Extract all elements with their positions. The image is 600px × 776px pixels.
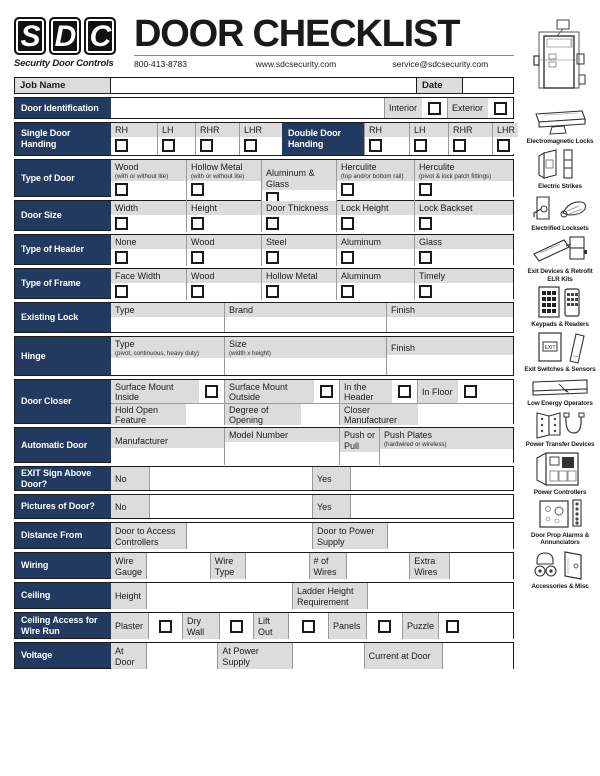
row-label-type-of-header: Type of Header — [15, 235, 111, 264]
sidebar-label-exit-devices: Exit Devices & Retrofit ELR Kits — [527, 268, 593, 283]
ceiling-label-height: Height — [111, 583, 146, 609]
automatic-door-input-manufacturer[interactable] — [111, 448, 224, 466]
sidebar-item-accessories-misc[interactable] — [522, 549, 598, 590]
row-label-door-identification: Door Identification — [15, 98, 111, 118]
hinge-input-size[interactable] — [225, 358, 386, 376]
door-size-label-thickness: Door Thickness — [262, 201, 336, 215]
exterior-checkbox[interactable] — [488, 98, 513, 118]
row-door-identification — [14, 97, 514, 119]
type-of-frame-checkbox-wood[interactable] — [187, 283, 261, 300]
checkbox-icon — [115, 285, 128, 298]
type-of-door-label-wood: Wood (with or without lite) — [111, 160, 186, 181]
sidebar-item-low-energy-operators[interactable] — [522, 376, 598, 407]
row-label-ceiling-access: Ceiling Access for Wire Run — [15, 613, 111, 638]
checkbox-icon — [162, 139, 175, 152]
single-handing-checkbox-rh[interactable] — [111, 137, 157, 154]
double-handing-checkbox-lhr[interactable] — [493, 137, 518, 154]
automatic-door-input-push-or-pull[interactable] — [340, 452, 379, 465]
ceiling-label-ladder-height-requirement: Ladder Height Requirement — [292, 583, 367, 609]
checkbox-icon — [115, 183, 128, 196]
existing-lock-input-finish[interactable] — [387, 317, 513, 333]
ceiling-access-label-lift-out: Lift Out — [253, 613, 288, 639]
magnetic-lock-icon — [530, 106, 590, 136]
wiring-input-wire-gauge[interactable] — [146, 553, 210, 579]
existing-lock-input-type[interactable] — [111, 317, 224, 333]
row-automatic-door — [14, 427, 514, 463]
row-label-type-of-door: Type of Door — [15, 160, 111, 196]
type-of-door-checkbox-hollow-metal[interactable] — [187, 181, 261, 198]
single-handing-label-rhr: RHR — [196, 123, 239, 137]
ceiling-access-checkbox-puzzle[interactable] — [438, 613, 513, 639]
type-of-header-checkbox-none[interactable] — [111, 249, 186, 266]
pictures-label-no: No — [111, 495, 149, 518]
row-label-single-door-handing: Single Door Handing — [15, 123, 111, 155]
ceiling-access-checkbox-plaster[interactable] — [148, 613, 182, 639]
sidebar-label-power-transfer-devices: Power Transfer Devices — [525, 441, 595, 449]
type-of-header-label-wood: Wood — [187, 235, 261, 249]
distance-input-door-to-power-supply[interactable] — [387, 523, 513, 549]
power-transfer-icon — [531, 409, 589, 439]
type-of-frame-checkbox-timely[interactable] — [415, 283, 513, 300]
row-door-handing — [14, 122, 514, 156]
electrified-lockset-icon — [529, 193, 591, 223]
logo-tagline: Security Door Controls — [14, 58, 114, 69]
door-closer-label-closer-manufacturer: Closer Manufacturer — [340, 404, 418, 425]
type-of-frame-label-timely: Timely — [415, 269, 513, 283]
checkbox-icon — [378, 620, 391, 633]
checkbox-icon — [453, 139, 466, 152]
sidebar-item-door-prop-alarms[interactable] — [522, 498, 598, 547]
wiring-input-extra-wires[interactable] — [449, 553, 513, 579]
type-of-header-checkbox-steel[interactable] — [262, 249, 336, 266]
type-of-door-label-herculite-rail: Herculite (top and/or bottom rail) — [337, 160, 414, 181]
checkbox-icon — [230, 620, 243, 633]
door-size-label-height: Height — [187, 201, 261, 215]
exit-sign-label-no: No — [111, 467, 149, 490]
page-title: DOOR CHECKLIST — [134, 13, 460, 55]
sidebar-label-power-controllers: Power Controllers — [533, 488, 587, 496]
wiring-label-wire-gauge: Wire Gauge — [111, 553, 146, 579]
row-existing-lock — [14, 302, 514, 333]
ceiling-access-checkbox-lift-out[interactable] — [288, 613, 328, 639]
sidebar-label-accessories-misc: Accessories & Misc — [531, 582, 589, 590]
sidebar-item-keypads-readers[interactable] — [522, 285, 598, 328]
door-size-checkbox-lock-height[interactable] — [337, 215, 414, 232]
checkbox-icon — [159, 620, 172, 633]
wiring-input-num-of-wires[interactable] — [346, 553, 410, 579]
row-label-voltage: Voltage — [15, 643, 111, 668]
sidebar-label-low-energy-operators: Low Energy Operators — [527, 399, 593, 407]
checkbox-icon — [191, 217, 204, 230]
checkbox-icon — [398, 385, 411, 398]
checkbox-icon — [191, 251, 204, 264]
row-ceiling-access — [14, 612, 514, 639]
checkbox-icon — [266, 285, 279, 298]
sidebar-hero-door-diagram — [522, 18, 598, 94]
row-type-of-door — [14, 159, 514, 197]
row-label-ceiling: Ceiling — [15, 583, 111, 608]
date-input[interactable] — [463, 78, 513, 93]
row-label-pictures-of-door: Pictures of Door? — [15, 495, 111, 518]
contact-phone: 800-413-8783 — [134, 59, 187, 69]
voltage-input-at-power-supply[interactable] — [292, 643, 363, 669]
row-label-existing-lock: Existing Lock — [15, 303, 111, 332]
door-diagram-icon — [527, 18, 593, 94]
row-voltage — [14, 642, 514, 669]
distance-label-door-to-access-controllers: Door to Access Controllers — [111, 523, 186, 549]
checkbox-icon — [419, 285, 432, 298]
job-name-input[interactable] — [111, 78, 417, 93]
automatic-door-label-manufacturer: Manufacturer — [111, 428, 224, 448]
sidebar-item-electric-strikes[interactable] — [522, 147, 598, 190]
wiring-label-num-of-wires: # of Wires — [309, 553, 346, 579]
row-label-distance-from: Distance From — [15, 523, 111, 548]
distance-input-door-to-access-controllers[interactable] — [186, 523, 312, 549]
row-type-of-frame — [14, 268, 514, 299]
hinge-label-size: Size (width x height) — [225, 337, 386, 358]
door-size-label-lock-height: Lock Height — [337, 201, 414, 215]
existing-lock-label-brand: Brand — [225, 303, 386, 317]
logo-letter-s: S — [14, 17, 46, 55]
checkbox-icon — [191, 285, 204, 298]
checkbox-icon — [244, 139, 257, 152]
door-closer-checkbox-surface-mount-inside[interactable] — [199, 380, 224, 403]
type-of-frame-checkbox-face-width[interactable] — [111, 283, 186, 300]
single-handing-checkbox-lhr[interactable] — [240, 137, 282, 154]
checkbox-icon — [266, 251, 279, 264]
sidebar-label-electrified-locksets: Electrified Locksets — [531, 224, 589, 232]
existing-lock-label-type: Type — [111, 303, 224, 317]
interior-checkbox[interactable] — [422, 98, 447, 118]
ceiling-access-checkbox-dry-wall[interactable] — [219, 613, 253, 639]
sidebar-item-power-controllers[interactable] — [522, 451, 598, 496]
double-handing-checkbox-rhr[interactable] — [449, 137, 492, 154]
single-handing-checkbox-rhr[interactable] — [196, 137, 239, 154]
exterior-label: Exterior — [448, 98, 488, 118]
pictures-input-no[interactable] — [149, 495, 312, 518]
door-closer-label-in-floor: In Floor — [418, 380, 458, 403]
sidebar-item-electromagnetic-locks[interactable] — [522, 106, 598, 145]
hinge-label-type: Type (pivot, continuous, heavy duty) — [111, 337, 224, 358]
door-closer-checkbox-in-floor[interactable] — [458, 380, 483, 403]
sidebar-label-electromagnetic-locks: Electromagnetic Locks — [526, 138, 594, 145]
type-of-door-checkbox-wood[interactable] — [111, 181, 186, 198]
automatic-door-input-push-plates[interactable] — [380, 449, 513, 466]
keypad-reader-icon — [533, 285, 587, 319]
exit-sign-input-no[interactable] — [149, 467, 312, 490]
type-of-header-checkbox-glass[interactable] — [415, 249, 513, 266]
checkbox-icon — [115, 251, 128, 264]
sidebar-label-electric-strikes: Electric Strikes — [538, 183, 582, 191]
double-handing-label-lh: LH — [410, 123, 448, 137]
door-closer-label-surface-mount-inside: Surface Mount Inside — [111, 380, 199, 403]
voltage-label-current-at-door: Current at Door — [364, 643, 442, 669]
date-label: Date — [417, 78, 463, 93]
row-label-door-closer: Door Closer — [15, 380, 111, 423]
hinge-input-type[interactable] — [111, 358, 224, 376]
door-closer-checkbox-in-the-header[interactable] — [392, 380, 417, 403]
single-handing-label-lh: LH — [158, 123, 195, 137]
row-label-door-size: Door Size — [15, 201, 111, 230]
type-of-frame-label-hollow-metal: Hollow Metal — [262, 269, 336, 283]
door-closer-label-hold-open-feature: Hold Open Feature — [111, 404, 186, 425]
door-closer-input-hold-open-feature[interactable] — [186, 404, 224, 425]
double-handing-checkbox-rh[interactable] — [365, 137, 409, 154]
door-closer-label-surface-mount-outside: Surface Mount Outside — [225, 380, 314, 403]
checkbox-icon — [115, 217, 128, 230]
checkbox-icon — [341, 217, 354, 230]
door-prop-alarm-icon — [532, 498, 588, 530]
voltage-label-at-door: At Door — [111, 643, 146, 669]
automatic-door-label-push-or-pull: Push or Pull — [340, 428, 379, 452]
door-size-label-lock-backset: Lock Backset — [415, 201, 513, 215]
sdc-logo — [14, 17, 124, 69]
single-handing-label-rh: RH — [111, 123, 157, 137]
type-of-header-label-none: None — [111, 235, 186, 249]
exit-sign-label-yes: Yes — [312, 467, 350, 490]
checklist-form — [14, 14, 514, 770]
wiring-label-wire-type: Wire Type — [210, 553, 245, 579]
checkbox-icon — [446, 620, 459, 633]
sidebar-label-exit-switches-sensors: Exit Switches & Sensors — [524, 366, 596, 374]
row-label-type-of-frame: Type of Frame — [15, 269, 111, 298]
row-wiring — [14, 552, 514, 579]
voltage-input-at-door[interactable] — [146, 643, 217, 669]
checkbox-icon — [302, 620, 315, 633]
exit-sign-input-yes[interactable] — [350, 467, 513, 490]
contact-email[interactable]: service@sdcsecurity.com — [392, 59, 489, 69]
door-closer-checkbox-surface-mount-outside[interactable] — [314, 380, 339, 403]
type-of-door-label-herculite-patch: Herculite (pivot & lock patch fittings) — [415, 160, 513, 181]
exit-device-icon — [530, 234, 590, 266]
row-ceiling — [14, 582, 514, 609]
type-of-door-label-aluminum-glass: Aluminum & Glass — [262, 160, 336, 190]
checkbox-icon — [419, 183, 432, 196]
checkbox-icon — [419, 217, 432, 230]
type-of-frame-label-face-width: Face Width — [111, 269, 186, 283]
ceiling-access-checkbox-panels[interactable] — [366, 613, 402, 639]
automatic-door-label-push-plates: Push Plates (hardwired or wireless) — [380, 428, 513, 449]
checkbox-icon — [205, 385, 218, 398]
distance-label-door-to-power-supply: Door to Power Supply — [312, 523, 387, 549]
electric-strike-icon — [534, 147, 586, 181]
type-of-door-label-hollow-metal: Hollow Metal (with or without lite) — [187, 160, 261, 181]
row-label-hinge: Hinge — [15, 337, 111, 375]
page-header — [14, 14, 514, 71]
ceiling-input-ladder-height-requirement[interactable] — [367, 583, 513, 609]
type-of-frame-checkbox-hollow-metal[interactable] — [262, 283, 336, 300]
door-closer-input-closer-manufacturer[interactable] — [418, 404, 513, 425]
ceiling-access-label-dry-wall: Dry Wall — [182, 613, 219, 639]
type-of-header-checkbox-wood[interactable] — [187, 249, 261, 266]
type-of-header-label-glass: Glass — [415, 235, 513, 249]
checkbox-icon — [494, 102, 507, 115]
door-closer-input-degree-of-opening[interactable] — [301, 404, 339, 425]
checkbox-icon — [419, 251, 432, 264]
type-of-header-label-aluminum: Aluminum — [337, 235, 414, 249]
checkbox-icon — [341, 183, 354, 196]
door-closer-label-in-the-header: In the Header — [340, 380, 392, 403]
checkbox-icon — [428, 102, 441, 115]
accessories-icon — [531, 549, 589, 581]
checkbox-icon — [191, 183, 204, 196]
checkbox-icon — [464, 385, 477, 398]
door-size-checkbox-lock-backset[interactable] — [415, 215, 513, 232]
hinge-input-finish[interactable] — [387, 355, 513, 376]
type-of-header-checkbox-aluminum[interactable] — [337, 249, 414, 266]
row-hinge — [14, 336, 514, 376]
automatic-door-input-model-number[interactable] — [225, 442, 339, 466]
ceiling-access-label-panels: Panels — [328, 613, 366, 639]
row-distance-from — [14, 522, 514, 549]
row-label-double-door-handing: Double Door Handing — [282, 123, 364, 155]
type-of-header-label-steel: Steel — [262, 235, 336, 249]
checkbox-icon — [341, 285, 354, 298]
double-handing-label-lhr: LHR — [493, 123, 518, 137]
wiring-label-extra-wires: Extra Wires — [409, 553, 449, 579]
logo-letter-c: C — [84, 17, 116, 55]
double-handing-checkbox-lh[interactable] — [410, 137, 448, 154]
checkbox-icon — [497, 139, 510, 152]
ceiling-access-label-plaster: Plaster — [111, 613, 148, 639]
type-of-door-checkbox-herculite-rail[interactable] — [337, 181, 414, 198]
sidebar-item-power-transfer-devices[interactable] — [522, 409, 598, 448]
single-handing-label-lhr: LHR — [240, 123, 282, 137]
row-exit-sign — [14, 466, 514, 491]
sidebar-item-exit-devices[interactable] — [522, 234, 598, 283]
logo-letter-d: D — [49, 17, 81, 55]
double-handing-label-rh: RH — [365, 123, 409, 137]
type-of-frame-label-wood: Wood — [187, 269, 261, 283]
ceiling-access-label-puzzle: Puzzle — [402, 613, 438, 639]
pictures-input-yes[interactable] — [350, 495, 513, 518]
svg-text:EXIT: EXIT — [544, 345, 556, 352]
row-pictures-of-door — [14, 494, 514, 519]
sidebar-label-keypads-readers: Keypads & Readers — [531, 321, 589, 329]
sidebar-label-door-prop-alarms: Door Prop Alarms & Annunciators — [530, 532, 590, 547]
type-of-frame-label-aluminum: Aluminum — [337, 269, 414, 283]
door-size-label-width: Width — [111, 201, 186, 215]
door-size-checkbox-thickness[interactable] — [262, 215, 336, 232]
power-controller-icon — [532, 451, 588, 487]
door-size-checkbox-height[interactable] — [187, 215, 261, 232]
checkbox-icon — [369, 139, 382, 152]
door-size-checkbox-width[interactable] — [111, 215, 186, 232]
contact-website[interactable]: www.sdcsecurity.com — [255, 59, 337, 69]
row-type-of-header — [14, 234, 514, 265]
hinge-label-finish: Finish — [387, 337, 513, 355]
product-sidebar — [522, 14, 598, 770]
pictures-label-yes: Yes — [312, 495, 350, 518]
sidebar-item-electrified-locksets[interactable] — [522, 193, 598, 232]
door-identification-input[interactable] — [111, 98, 384, 118]
type-of-frame-checkbox-aluminum[interactable] — [337, 283, 414, 300]
voltage-input-current-at-door[interactable] — [442, 643, 513, 669]
existing-lock-label-finish: Finish — [387, 303, 513, 317]
checkbox-icon — [414, 139, 427, 152]
sidebar-item-exit-switches-sensors[interactable] — [522, 330, 598, 373]
double-handing-label-rhr: RHR — [449, 123, 492, 137]
row-label-wiring: Wiring — [15, 553, 111, 578]
checkbox-icon — [320, 385, 333, 398]
exit-switch-icon — [532, 330, 588, 364]
low-energy-operator-icon — [529, 376, 591, 398]
row-door-size — [14, 200, 514, 231]
row-door-closer — [14, 379, 514, 424]
type-of-door-checkbox-herculite-patch[interactable] — [415, 181, 513, 198]
checkbox-icon — [200, 139, 213, 152]
row-label-automatic-door: Automatic Door — [15, 428, 111, 462]
checkbox-icon — [266, 217, 279, 230]
ceiling-input-height[interactable] — [146, 583, 292, 609]
existing-lock-input-brand[interactable] — [225, 317, 386, 333]
checkbox-icon — [341, 251, 354, 264]
single-handing-checkbox-lh[interactable] — [158, 137, 195, 154]
checkbox-icon — [115, 139, 128, 152]
row-label-exit-sign: EXIT Sign Above Door? — [15, 467, 111, 490]
voltage-label-at-power-supply: At Power Supply — [217, 643, 292, 669]
automatic-door-label-model-number: Model Number — [225, 428, 339, 442]
job-name-row — [14, 77, 514, 94]
interior-label: Interior — [385, 98, 422, 118]
wiring-input-wire-type[interactable] — [245, 553, 309, 579]
job-name-label: Job Name — [15, 78, 111, 93]
door-closer-label-degree-of-opening: Degree of Opening — [225, 404, 301, 425]
